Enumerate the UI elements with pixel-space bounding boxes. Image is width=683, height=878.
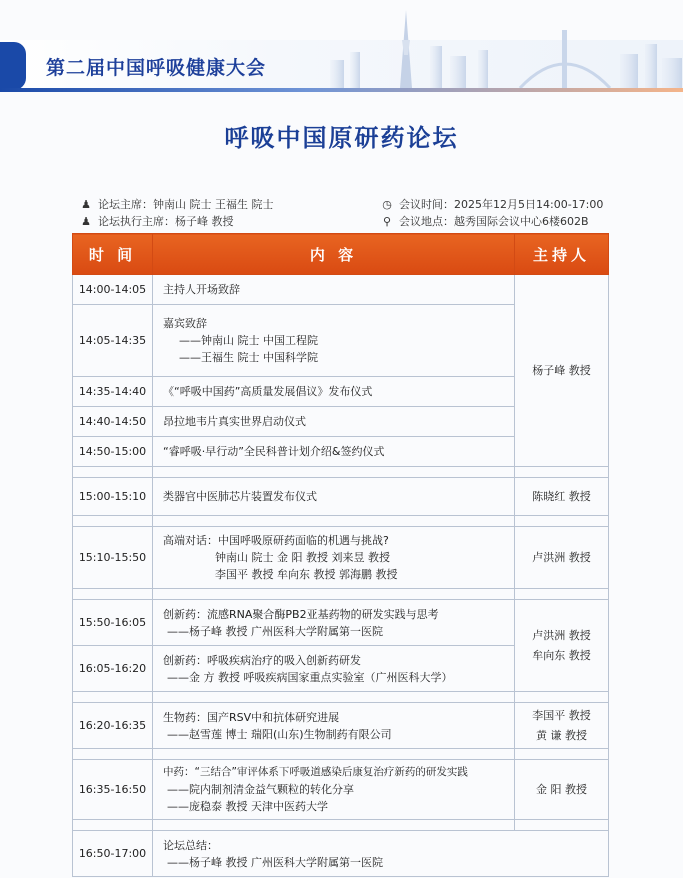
host-person-icon: ♟: [81, 215, 91, 228]
table-row: [73, 831, 609, 877]
row-host: 陈晓红 教授: [515, 478, 609, 516]
row-host: 金 阳 教授: [515, 760, 609, 820]
table-row: [73, 478, 609, 516]
table-gap: [73, 749, 609, 760]
row-time: 16:35-16:50: [73, 760, 153, 820]
table-row: [73, 275, 609, 305]
city-skyline-graphic: [300, 0, 683, 92]
row-content: 中药：“三结合”审评体系下呼吸道感染后康复治疗新药的研发实践 ——院内制剂清金益气颗粒的转化分享 ——庞稳泰 教授 天津中医药大学: [153, 760, 515, 820]
row-time: 14:00-14:05: [73, 275, 153, 305]
table-gap: [73, 467, 609, 478]
forum-title: 呼吸中国原研药论坛: [224, 123, 459, 152]
meeting-venue: ⚲ 会议地点：越秀国际会议中心6楼602B: [382, 215, 589, 228]
row-content: 《“呼吸中国药”高质量发展倡议》发布仪式: [153, 377, 515, 407]
forum-chairs: ♟ 论坛主席：钟南山 院士 王福生 院士: [81, 198, 274, 211]
header-content: 内 容: [153, 234, 515, 275]
row-content: 生物药：国产RSV中和抗体研究进展 ——赵雪莲 博士 瑞阳(山东)生物制药有限公司: [153, 703, 515, 749]
row-time: 15:00-15:10: [73, 478, 153, 516]
row-host: 卢洪洲 教授 牟向东 教授: [515, 600, 609, 692]
table-gap: [73, 516, 609, 527]
row-time: 14:05-14:35: [73, 305, 153, 377]
row-content: 主持人开场致辞: [153, 275, 515, 305]
row-content: 高端对话：中国呼吸原研药面临的机遇与挑战? 钟南山 院士 金 阳 教授 刘来昱 教授 李国平 教授 牟向东 教授 郭海鹏 教授: [153, 527, 515, 589]
event-name: 第二届中国呼吸健康大会: [46, 57, 267, 79]
banner-stripe: [0, 88, 683, 92]
row-time: 16:05-16:20: [73, 646, 153, 692]
table-row: [73, 703, 609, 749]
row-content: “睿呼吸·早行动”全民科普计划介绍&签约仪式: [153, 437, 515, 467]
row-content: 昂拉地韦片真实世界启动仪式: [153, 407, 515, 437]
clock-icon: ◷: [382, 198, 392, 211]
table-header-row: [73, 234, 609, 275]
schedule-table: [72, 233, 609, 877]
row-host: 李国平 教授 黄 谦 教授: [515, 703, 609, 749]
table-row: [73, 760, 609, 820]
forum-exec-chair: ♟ 论坛执行主席：杨子峰 教授: [81, 215, 234, 228]
row-content: 嘉宾致辞 ——钟南山 院士 中国工程院 ——王福生 院士 中国科学院: [153, 305, 515, 377]
location-icon: ⚲: [382, 215, 392, 228]
table-row: [73, 600, 609, 646]
row-content: 论坛总结： ——杨子峰 教授 广州医科大学附属第一医院: [153, 831, 609, 877]
header-time: 时 间: [73, 234, 153, 275]
header-host: 主持人: [515, 234, 609, 275]
row-content: 创新药：呼吸疾病治疗的吸入创新药研发 ——金 方 教授 呼吸疾病国家重点实验室（广州医科大学）: [153, 646, 515, 692]
table-gap: [73, 692, 609, 703]
table-gap: [73, 589, 609, 600]
row-time: 15:50-16:05: [73, 600, 153, 646]
row-time: 14:35-14:40: [73, 377, 153, 407]
table-row: [73, 527, 609, 589]
row-host: 杨子峰 教授: [515, 275, 609, 467]
row-time: 14:40-14:50: [73, 407, 153, 437]
row-time: 14:50-15:00: [73, 437, 153, 467]
banner-accent: [0, 42, 26, 90]
meeting-time: ◷ 会议时间：2025年12月5日14:00-17:00: [382, 198, 604, 211]
row-content: 类器官中医肺芯片装置发布仪式: [153, 478, 515, 516]
host-person-icon: ♟: [81, 198, 91, 211]
table-gap: [73, 820, 609, 831]
row-time: 15:10-15:50: [73, 527, 153, 589]
banner: [0, 0, 683, 100]
row-time: 16:20-16:35: [73, 703, 153, 749]
row-time: 16:50-17:00: [73, 831, 153, 877]
row-host: 卢洪洲 教授: [515, 527, 609, 589]
row-content: 创新药：流感RNA聚合酶PB2亚基药物的研发实践与思考 ——杨子峰 教授 广州医科大学附属第一医院: [153, 600, 515, 646]
